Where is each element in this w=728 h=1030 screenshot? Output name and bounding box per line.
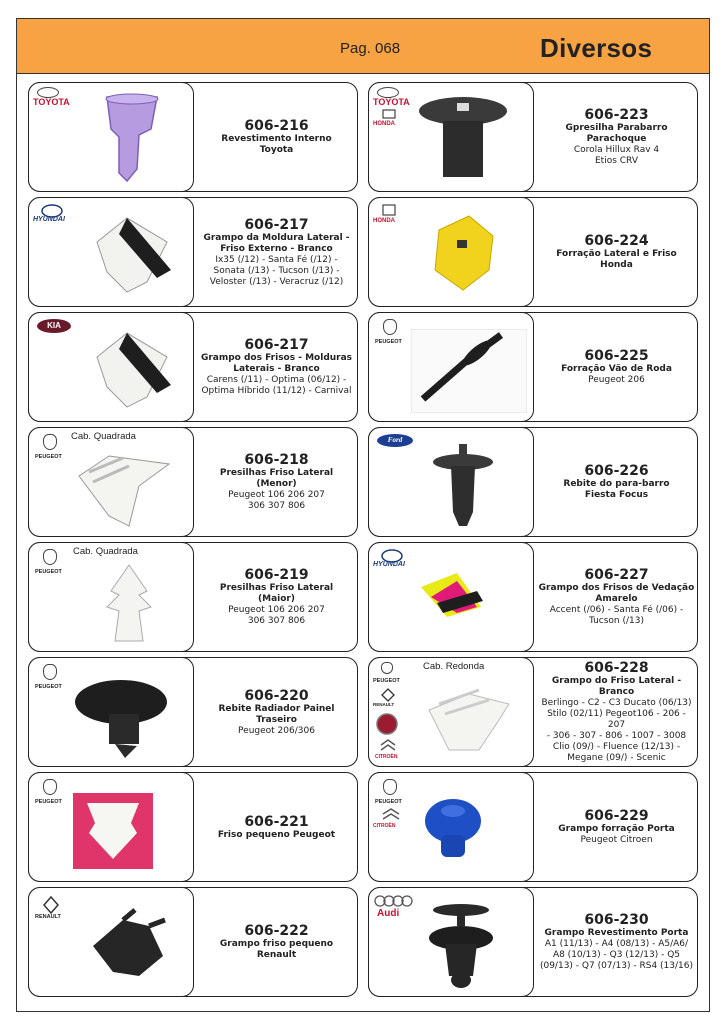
clip-photo-icon	[73, 793, 153, 869]
brand-logo: CITROËN	[373, 823, 396, 829]
product-code: 606-224	[584, 233, 649, 249]
product-image-box	[368, 542, 534, 652]
product-description: Presilhas Friso Lateral (Menor)	[219, 468, 334, 489]
product-image-box	[368, 427, 534, 537]
product-image-box	[28, 82, 194, 192]
brand-logo: TOYOTA	[33, 97, 70, 107]
brand-logo: PEUGEOT	[35, 799, 62, 805]
brand-logo: HONDA	[373, 218, 395, 224]
product-card[interactable]	[368, 542, 698, 652]
clip-photo-icon	[413, 91, 513, 187]
product-image-box	[28, 312, 194, 422]
product-code: 606-228	[584, 660, 649, 676]
product-code: 606-218	[244, 452, 309, 468]
product-card[interactable]	[28, 657, 358, 767]
product-description: Grampo forração Porta	[558, 824, 675, 834]
clip-photo-icon	[423, 436, 503, 532]
product-image-box	[28, 197, 194, 307]
product-application: A1 (11/13) - A4 (08/13) - A5/A6/ A8 (10/13) - Q3 (12/13) - Q5 (09/13) - Q7 (07/13) - RS4 (13/16)	[539, 939, 694, 971]
product-description: Grampo dos Frisos de Vedação Amarelo	[538, 583, 695, 604]
citroen-logo-icon	[379, 738, 397, 752]
clip-photo-icon	[99, 561, 169, 647]
head-type-note: Cab. Redonda	[423, 661, 485, 672]
honda-logo-icon	[381, 204, 397, 216]
product-description: Forração Lateral e Friso Honda	[556, 249, 677, 270]
clip-photo-icon	[65, 666, 185, 764]
product-code: 606-225	[584, 348, 649, 364]
renault-logo-icon	[43, 896, 59, 914]
product-code: 606-217	[244, 337, 309, 353]
brand-logo: PEUGEOT	[375, 339, 402, 345]
clip-photo-icon	[417, 567, 487, 623]
brand-logo: RENAULT	[35, 914, 61, 920]
product-application: Corola Hillux Rav 4 Etios CRV	[573, 145, 660, 166]
product-image-box	[368, 657, 534, 767]
peugeot-lion-icon	[43, 664, 57, 680]
product-image-box	[28, 427, 194, 537]
product-code: 606-219	[244, 567, 309, 583]
product-code: 606-230	[584, 912, 649, 928]
clip-photo-icon	[419, 680, 519, 760]
product-application: Accent (/06) - Santa Fé (/06) - Tucson (/13)	[549, 605, 684, 626]
product-card[interactable]	[368, 657, 698, 767]
brand-logo: RENAULT	[373, 702, 395, 707]
clip-photo-icon	[419, 791, 489, 871]
product-description: Presilhas Friso Lateral (Maior)	[219, 583, 334, 604]
product-application: Peugeot 206/306	[238, 725, 315, 736]
product-code: 606-227	[584, 567, 649, 583]
brand-logo: TOYOTA	[373, 97, 410, 107]
product-card[interactable]	[368, 772, 698, 882]
peugeot-lion-icon	[43, 549, 57, 565]
product-application: Ix35 (/12) - Santa Fé (/12) - Sonata (/13) - Tucson (/13) - Veloster (/13) - Veracruz (/12)	[209, 254, 344, 287]
brand-logo: PEUGEOT	[375, 799, 402, 805]
product-description: Rebite Radiador Painel Traseiro	[218, 703, 335, 725]
section-title: Diversos	[540, 33, 653, 63]
product-card[interactable]	[28, 427, 358, 537]
product-application: Peugeot Citroen	[580, 835, 653, 845]
product-code: 606-217	[244, 216, 309, 233]
product-image-box	[368, 887, 534, 997]
product-description: Grampo da Moldura Lateral - Friso Externo - Branco	[203, 232, 350, 254]
product-application: Berlingo - C2 - C3 Ducato (06/13) Stilo (02/11) Pegeot106 - 206 - 207 - 306 - 307 - 806 - 1007 - 3008 Clio (09/) - Fluence (12/13) - Megane (09/) - Scenic	[541, 698, 692, 763]
ford-logo-icon: Ford	[377, 434, 413, 447]
product-description: Grampo friso pequeno Renault	[219, 939, 334, 960]
fiat-logo-icon	[375, 712, 399, 736]
clip-photo-icon	[421, 898, 501, 992]
product-application: Peugeot 206	[588, 375, 645, 385]
brand-logo: HYUNDAI	[373, 561, 405, 568]
clip-photo-icon	[87, 327, 177, 411]
clip-photo-icon	[87, 89, 177, 187]
product-application: Carens (/11) - Optima (06/12) - Optima Híbrido (11/12) - Carnival	[201, 375, 352, 396]
product-card[interactable]	[28, 772, 358, 882]
peugeot-lion-icon	[43, 434, 57, 450]
product-card[interactable]	[28, 197, 358, 307]
product-description: Revestimento Interno Toyota	[221, 134, 332, 155]
brand-logo: CITROËN	[375, 754, 398, 760]
brand-logo: PEUGEOT	[35, 569, 62, 575]
product-image-box	[368, 82, 534, 192]
brand-logo: PEUGEOT	[35, 684, 62, 690]
clip-photo-icon	[87, 212, 177, 296]
clip-photo-icon	[411, 329, 527, 413]
clip-photo-icon	[69, 446, 179, 532]
product-application: Peugeot 106 206 207 306 307 806	[228, 605, 325, 626]
product-description: Grampo do Friso Lateral - Branco	[551, 676, 682, 697]
product-code: 606-221	[244, 813, 309, 830]
product-application: Peugeot 106 206 207 306 307 806	[228, 490, 325, 511]
product-card[interactable]	[368, 427, 698, 537]
product-code: 606-229	[584, 808, 649, 824]
peugeot-lion-icon	[383, 319, 397, 335]
product-code: 606-220	[244, 687, 309, 704]
product-card[interactable]	[368, 887, 698, 997]
product-code: 606-223	[584, 107, 649, 123]
brand-logo: Audi	[377, 908, 400, 919]
product-card[interactable]	[28, 312, 358, 422]
product-description: Rebite do para-barro Fiesta Focus	[563, 479, 670, 500]
product-card[interactable]	[28, 542, 358, 652]
brand-logo: HONDA	[373, 121, 395, 127]
honda-logo-icon	[381, 109, 397, 119]
product-code: 606-216	[244, 118, 309, 134]
peugeot-lion-icon	[383, 779, 397, 795]
product-card[interactable]	[28, 887, 358, 997]
audi-rings-icon	[373, 894, 415, 908]
product-card[interactable]	[368, 312, 698, 422]
product-description: Gpresilha Parabarro Parachoque	[565, 123, 668, 144]
head-type-note: Cab. Quadrada	[73, 546, 138, 557]
product-description: Forração Vão de Roda	[561, 364, 672, 374]
product-image-box	[368, 197, 534, 307]
product-card[interactable]	[368, 197, 698, 307]
peugeot-lion-icon	[381, 662, 393, 674]
product-image-box	[368, 772, 534, 882]
head-type-note: Cab. Quadrada	[71, 431, 136, 442]
product-description: Grampo Revestimento Porta	[544, 928, 689, 938]
page-number: Pag. 068	[340, 40, 401, 57]
product-description: Grampo dos Frisos - Molduras Laterais - Branco	[200, 353, 353, 374]
product-image-box	[28, 657, 194, 767]
product-image-box	[28, 887, 194, 997]
product-code: 606-226	[584, 463, 649, 479]
product-code: 606-222	[244, 923, 309, 939]
product-image-box	[368, 312, 534, 422]
citroen-logo-icon	[381, 807, 401, 821]
kia-logo-icon: KIA	[37, 319, 71, 333]
product-description: Friso pequeno Peugeot	[217, 829, 336, 840]
brand-logo: PEUGEOT	[35, 454, 62, 460]
product-card[interactable]	[368, 82, 698, 192]
renault-logo-icon	[381, 688, 395, 702]
clip-photo-icon	[419, 210, 509, 298]
peugeot-lion-icon	[43, 779, 57, 795]
brand-logo: PEUGEOT	[373, 678, 400, 684]
product-card[interactable]	[28, 82, 358, 192]
product-image-box	[28, 542, 194, 652]
clip-photo-icon	[83, 906, 173, 990]
product-image-box	[28, 772, 194, 882]
brand-logo: HYUNDAI	[33, 216, 65, 223]
